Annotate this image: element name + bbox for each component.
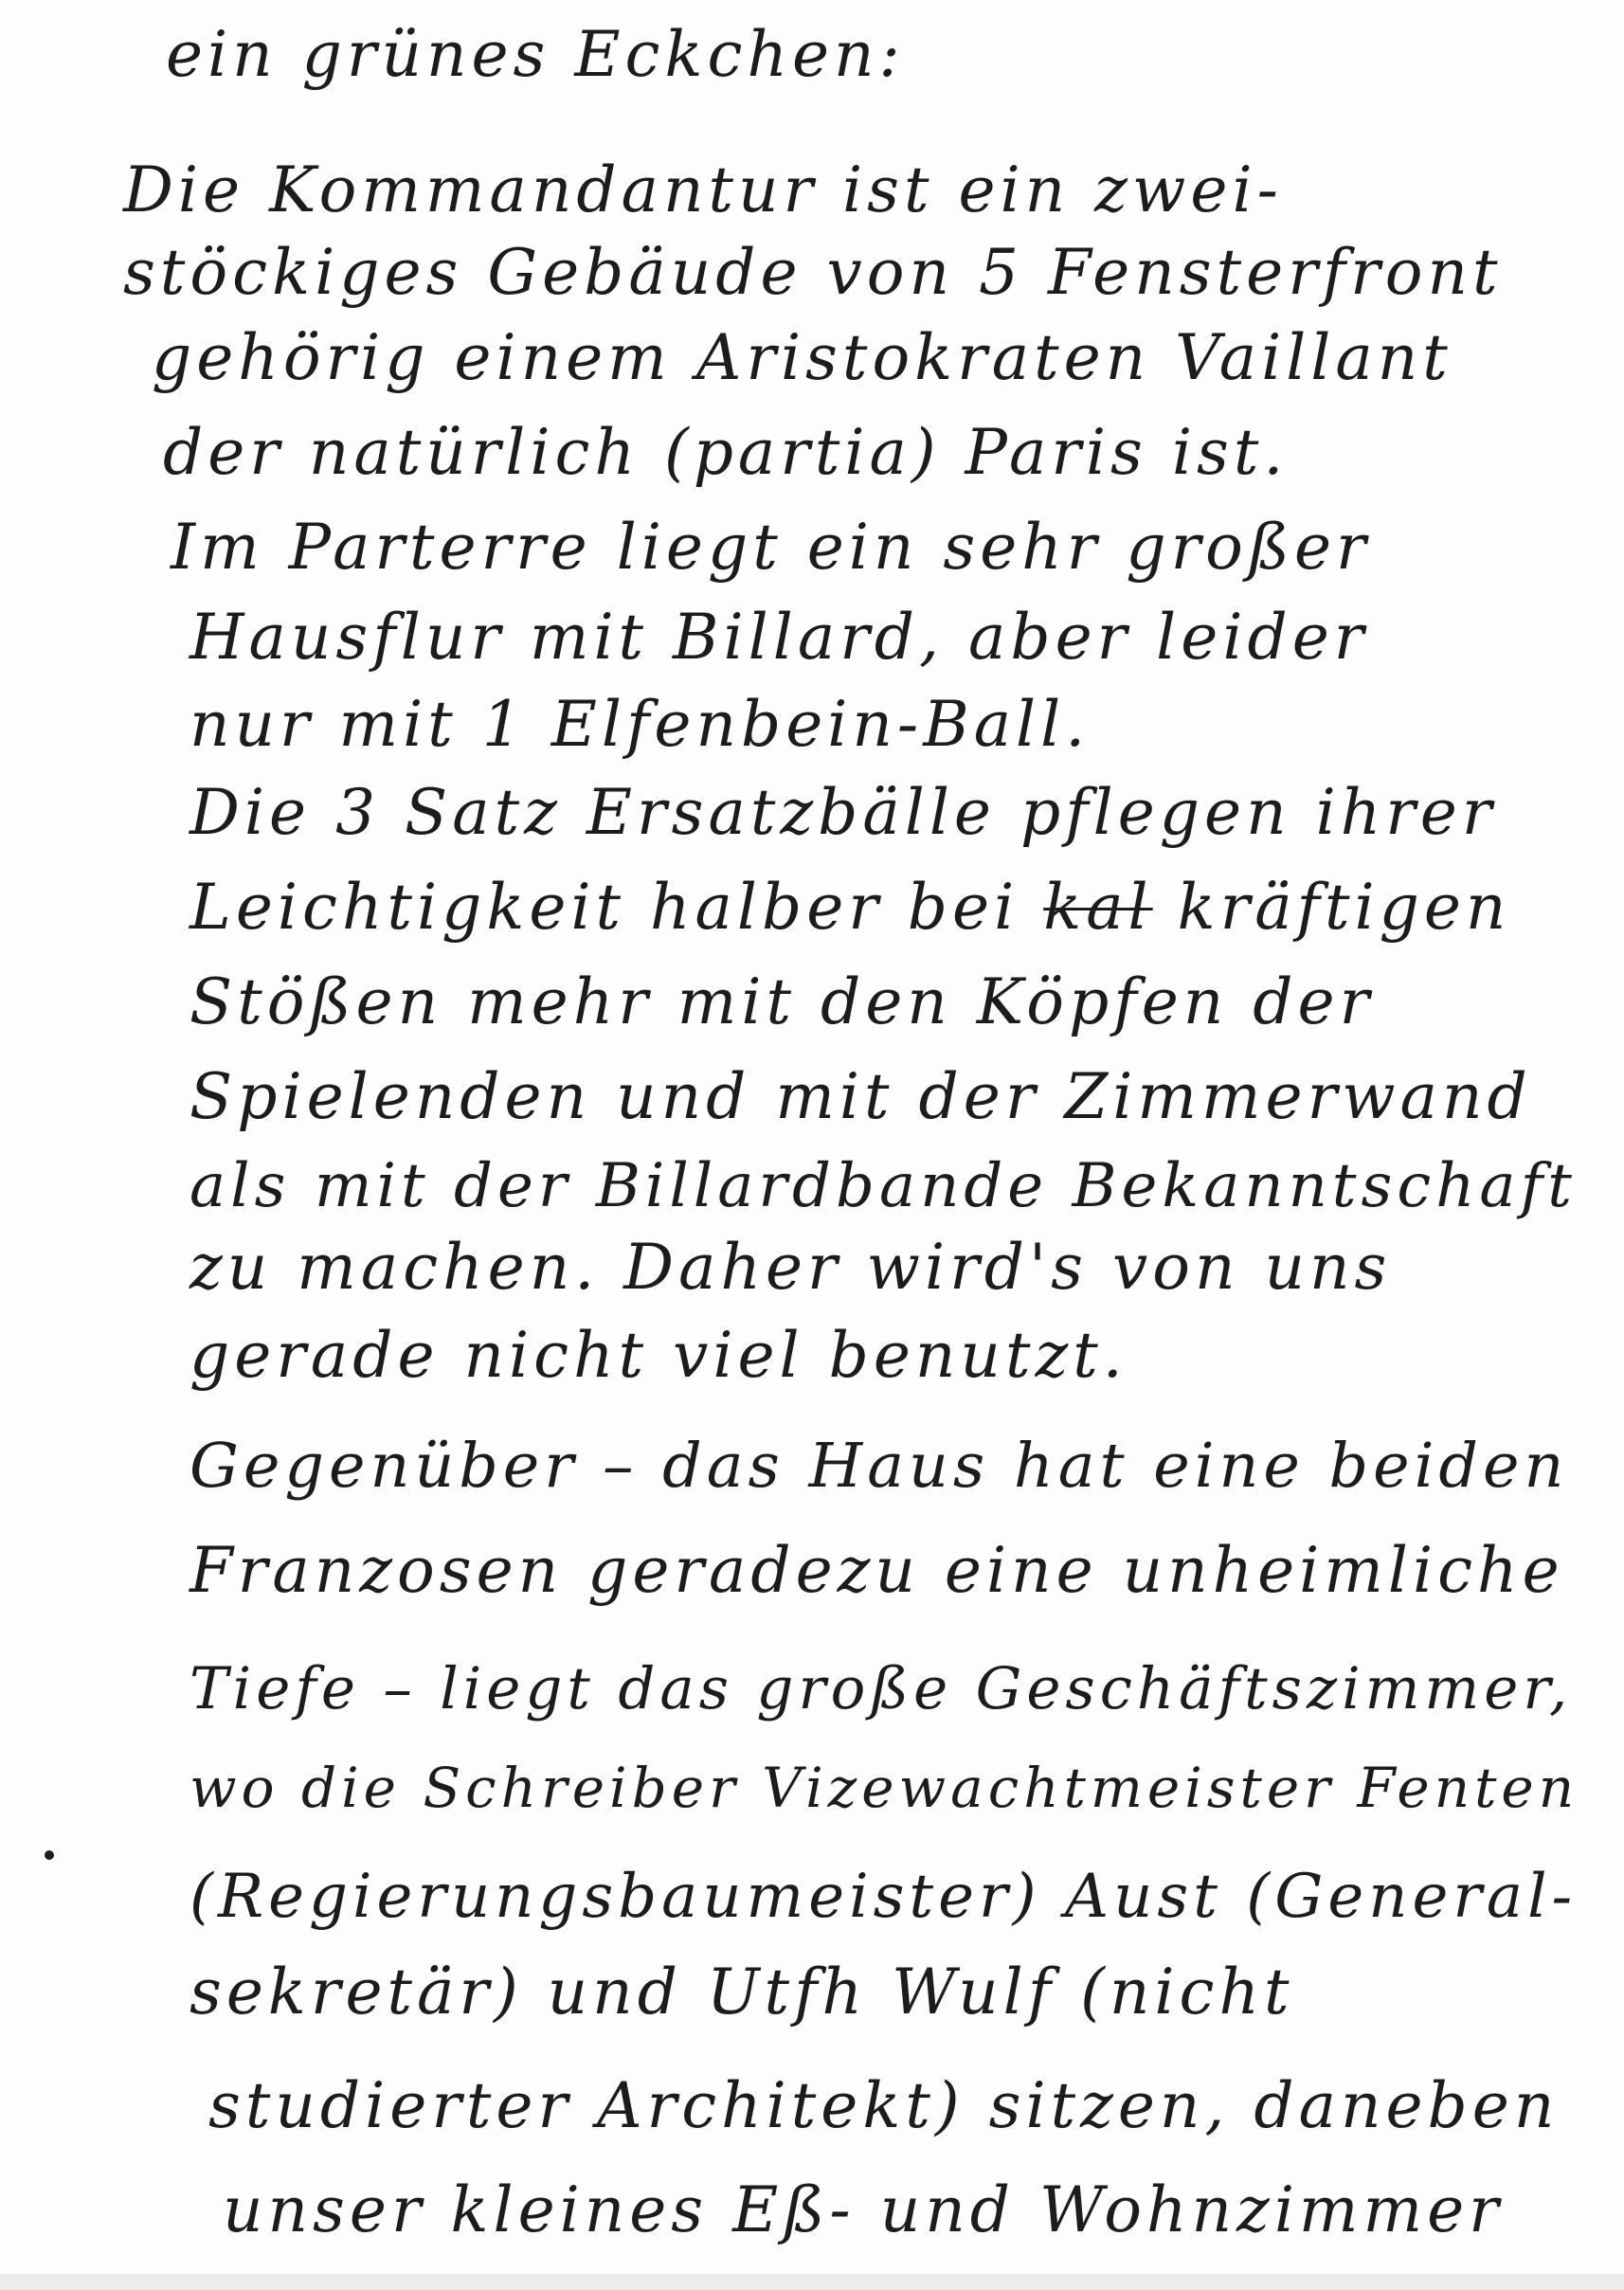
text-line-8: nur mit 1 Elfenbein-Ball. [189, 688, 1091, 761]
text-line-18: Tiefe – liegt das große Geschäftszimmer, [189, 1655, 1573, 1722]
text-line-14: zu machen. Daher wird's von uns [189, 1231, 1392, 1304]
text-line-15: gerade nicht viel benutzt. [189, 1319, 1128, 1392]
text-line-17: Franzosen geradezu eine unheimliche [189, 1534, 1564, 1607]
text-line-10 [189, 871, 1511, 944]
text-line-20: (Regierungsbaumeister) Aust (General- [189, 1862, 1578, 1932]
text-line-21: sekretär) und Utfh Wulf (nicht [189, 1956, 1294, 2029]
text-line-10-after: kräftigen [1177, 871, 1511, 944]
text-line-4: gehörig einem Aristokraten Vaillant [152, 321, 1453, 394]
ink-dot [45, 1850, 54, 1860]
text-line-3: stöckiges Gebäude von 5 Fensterfront [123, 236, 1503, 309]
text-line-23: unser kleines Eß- und Wohnzimmer [223, 2173, 1504, 2246]
text-line-19: wo die Schreiber Vizewachtmeister Fenten [189, 1756, 1579, 1820]
text-line-10-main: Leichtigkeit halber bei [189, 871, 1020, 944]
text-line-11: Stößen mehr mit den Köpfen der [189, 965, 1375, 1038]
text-line-2: Die Kommandantur ist ein zwei- [123, 153, 1283, 226]
text-line-13: als mit der Billardbande Bekanntschaft [189, 1151, 1577, 1221]
text-line-9: Die 3 Satz Ersatzbälle pflegen ihrer [189, 776, 1497, 849]
text-line-7: Hausflur mit Billard, aber leider [189, 601, 1369, 674]
text-line-12: Spielenden und mit der Zimmerwand [189, 1060, 1532, 1133]
text-line-6: Im Parterre liegt ein sehr großer [171, 511, 1371, 584]
text-line-22: studierter Architekt) sitzen, daneben [208, 2069, 1560, 2142]
text-line-1: ein grünes Eckchen: [166, 18, 905, 91]
page-bottom-edge [0, 2274, 1624, 2290]
text-line-5: der natürlich (partia) Paris ist. [163, 416, 1289, 489]
struck-word: kal [1043, 871, 1153, 944]
text-line-16: Gegenüber – das Haus hat eine beiden [189, 1431, 1569, 1502]
